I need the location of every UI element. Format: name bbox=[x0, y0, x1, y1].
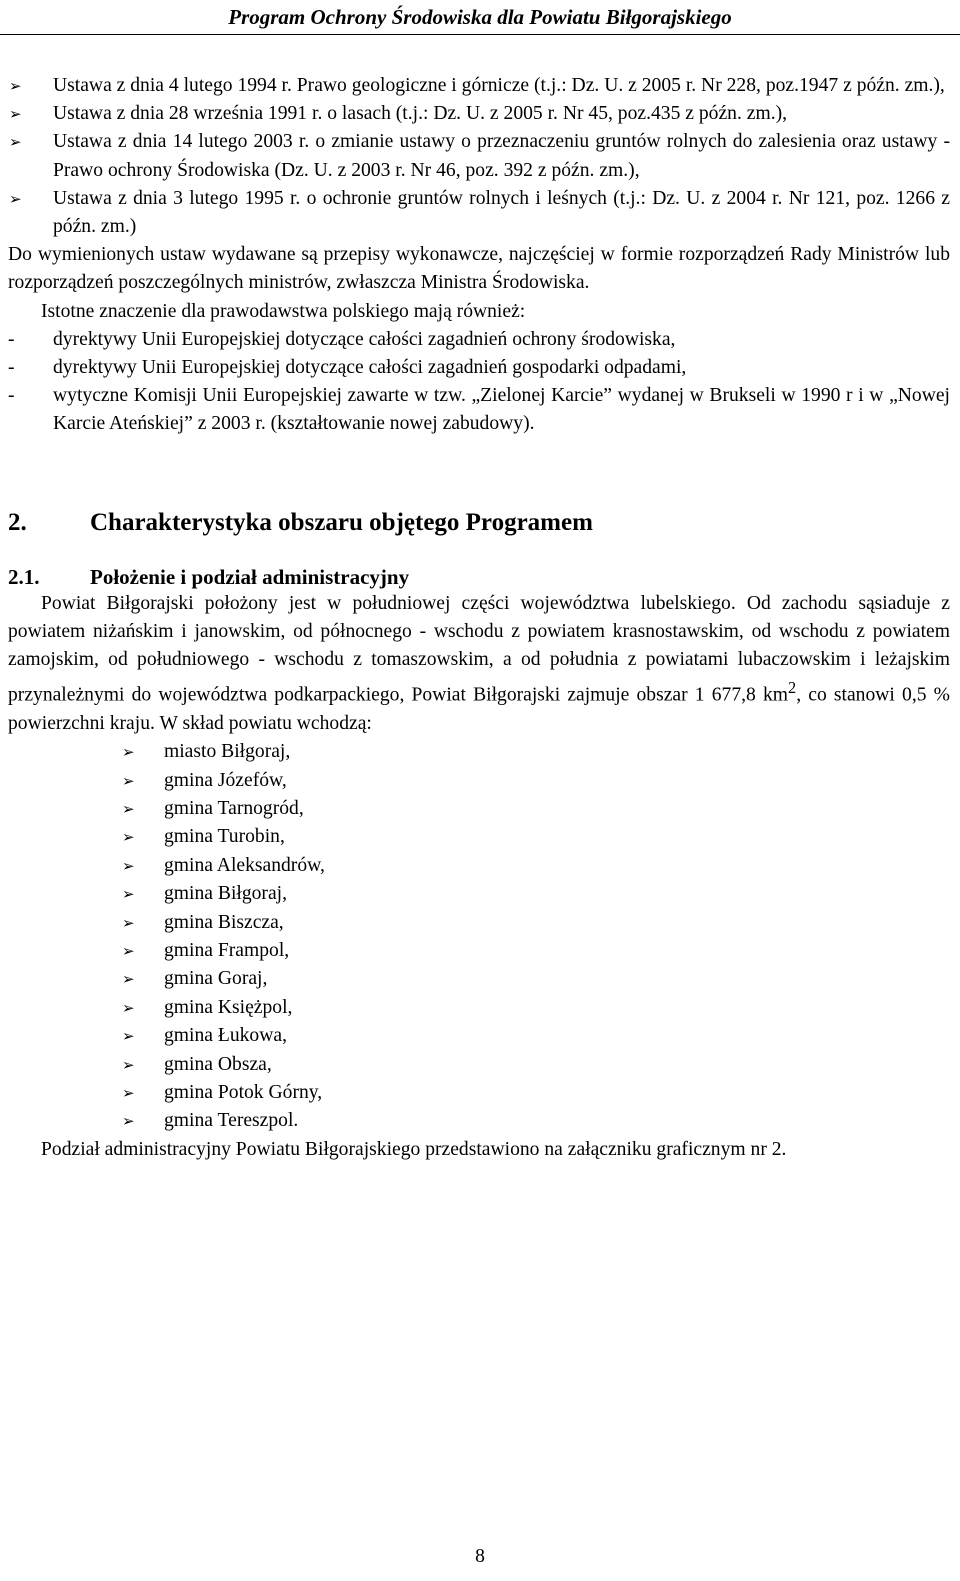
superscript-2: 2 bbox=[788, 678, 797, 698]
municipality-name: gmina Biłgoraj, bbox=[164, 883, 287, 905]
arrow-bullet-icon: ➢ bbox=[9, 105, 22, 124]
list-item bbox=[122, 738, 950, 766]
list-item bbox=[122, 795, 950, 823]
dash-bullet: - bbox=[8, 357, 15, 379]
municipality-name: gmina Aleksandrów, bbox=[164, 854, 325, 876]
header-rule bbox=[0, 34, 960, 35]
arrow-bullet-icon: ➢ bbox=[122, 743, 135, 762]
municipality-name: gmina Obsza, bbox=[164, 1053, 272, 1075]
arrow-bullet-icon: ➢ bbox=[122, 913, 135, 932]
arrow-bullet-icon: ➢ bbox=[122, 856, 135, 875]
list-item bbox=[8, 185, 950, 241]
law-text: Ustawa z dnia 3 lutego 1995 r. o ochronie gruntów rolnych i leśnych (t.j.: Dz. U. z 2004 r. Nr 121, poz. 1266 z późn. zm.) bbox=[53, 187, 950, 238]
list-item bbox=[122, 767, 950, 795]
section-title: Charakterystyka obszaru objętego Programem bbox=[90, 508, 593, 536]
arrow-bullet-icon: ➢ bbox=[122, 1055, 135, 1074]
laws-list bbox=[8, 72, 950, 241]
arrow-bullet-icon: ➢ bbox=[122, 970, 135, 989]
location-paragraph bbox=[8, 590, 950, 739]
eu-item-text: dyrektywy Unii Europejskiej dotyczące całości zagadnień gospodarki odpadami, bbox=[53, 357, 687, 379]
list-item bbox=[8, 128, 950, 184]
arrow-bullet-icon: ➢ bbox=[122, 1084, 135, 1103]
page-content bbox=[8, 72, 950, 1164]
municipality-name: gmina Potok Górny, bbox=[164, 1082, 323, 1104]
law-text: Ustawa z dnia 28 września 1991 r. o lasach (t.j.: Dz. U. z 2005 r. Nr 45, poz.435 z późn. zm.), bbox=[53, 103, 788, 125]
municipalities-list bbox=[8, 738, 950, 1136]
list-item bbox=[122, 965, 950, 993]
list-item bbox=[122, 880, 950, 908]
closing-paragraph: Podział administracyjny Powiatu Biłgorajskiego przedstawiono na załączniku graficznym nr 2. bbox=[41, 1138, 787, 1160]
municipality-name: gmina Biszcza, bbox=[164, 911, 284, 933]
eu-intro: Istotne znaczenie dla prawodawstwa polskiego mają również: bbox=[41, 300, 526, 322]
list-item bbox=[122, 1079, 950, 1107]
arrow-bullet-icon: ➢ bbox=[9, 189, 22, 208]
list-item bbox=[122, 994, 950, 1022]
arrow-bullet-icon: ➢ bbox=[122, 942, 135, 961]
arrow-bullet-icon: ➢ bbox=[122, 998, 135, 1017]
eu-list bbox=[8, 326, 950, 439]
eu-item-text: wytyczne Komisji Unii Europejskiej zawarte w tzw. „Zielonej Karcie” wydanej w Brukseli w 1990 r i w „Nowej Karcie Ateńskiej” z 2003 r. (kształtowanie nowej zabudowy). bbox=[53, 385, 950, 435]
list-item bbox=[122, 1022, 950, 1050]
arrow-bullet-icon: ➢ bbox=[122, 1112, 135, 1131]
arrow-bullet-icon: ➢ bbox=[122, 800, 135, 818]
municipality-name: gmina Turobin, bbox=[164, 826, 285, 848]
section-number: 2. bbox=[8, 508, 27, 536]
list-item bbox=[8, 354, 950, 382]
arrow-bullet-icon: ➢ bbox=[122, 1027, 135, 1046]
list-item bbox=[8, 382, 950, 438]
list-item bbox=[122, 1107, 950, 1135]
running-header: Program Ochrony Środowiska dla Powiatu Biłgorajskiego bbox=[228, 5, 732, 29]
list-item bbox=[122, 1051, 950, 1079]
arrow-bullet-icon: ➢ bbox=[9, 133, 22, 152]
municipality-name: miasto Biłgoraj, bbox=[164, 741, 291, 763]
municipality-name: gmina Tarnogród, bbox=[164, 798, 304, 819]
arrow-bullet-icon: ➢ bbox=[122, 771, 135, 790]
section-heading bbox=[8, 508, 950, 538]
municipality-name: gmina Księżpol, bbox=[164, 996, 293, 1018]
list-item bbox=[8, 326, 950, 354]
arrow-bullet-icon: ➢ bbox=[9, 77, 22, 95]
municipality-name: gmina Tereszpol. bbox=[164, 1110, 299, 1132]
municipality-name: gmina Frampol, bbox=[164, 940, 290, 962]
eu-item-text: dyrektywy Unii Europejskiej dotyczące całości zagadnień ochrony środowiska, bbox=[53, 328, 676, 350]
list-item bbox=[122, 909, 950, 937]
list-item bbox=[8, 100, 950, 128]
subsection-number: 2.1. bbox=[8, 564, 40, 589]
page-number: 8 bbox=[475, 1546, 485, 1567]
subsection-title: Położenie i podział administracyjny bbox=[90, 564, 410, 589]
dash-bullet: - bbox=[8, 328, 15, 350]
regulations-paragraph: Do wymienionych ustaw wydawane są przepisy wykonawcze, najczęściej w formie rozporządzeń Rady Ministrów lub rozporządzeń poszczególnych ministrów, zwłaszcza Ministra Środowiska. bbox=[8, 244, 950, 294]
location-text-end: , co stanowi 0,5 % powierzchni kraju. W skład powiatu wchodzą: bbox=[8, 684, 950, 734]
municipality-name: gmina Józefów, bbox=[164, 769, 287, 791]
dash-bullet: - bbox=[8, 385, 15, 407]
municipality-name: gmina Goraj, bbox=[164, 968, 268, 990]
arrow-bullet-icon: ➢ bbox=[122, 828, 135, 847]
municipality-name: gmina Łukowa, bbox=[164, 1025, 287, 1047]
list-item bbox=[122, 937, 950, 965]
law-text: Ustawa z dnia 4 lutego 1994 r. Prawo geologiczne i górnicze (t.j.: Dz. U. z 2005 r. Nr 228, poz.1947 z późn. zm.), bbox=[53, 75, 945, 96]
list-item bbox=[122, 852, 950, 880]
list-item bbox=[122, 823, 950, 851]
arrow-bullet-icon: ➢ bbox=[122, 885, 135, 904]
law-text: Ustawa z dnia 14 lutego 2003 r. o zmianie ustawy o przeznaczeniu gruntów rolnych do zalesienia oraz ustawy - Prawo ochrony Środowiska (Dz. U. z 2003 r. Nr 46, poz. 392 z późn. zm.), bbox=[53, 131, 950, 181]
location-text: Powiat Biłgorajski położony jest w południowej części województwa lubelskiego. Od zachodu sąsiaduje z powiatem niżańskim i janowskim, od północnego - wschodu z powiatem krasnostawskim, od wschodu z powiatem zamojskim, od południowego - wschodu z tomaszowskim, a od południa z powiatami lubaczowskim i leżajskim przynależnymi do województwa podkarpackiego, Powiat Biłgorajski zajmuje obszar 1 677,8 km bbox=[8, 592, 950, 706]
list-item bbox=[8, 72, 950, 100]
subsection-heading bbox=[8, 564, 950, 590]
